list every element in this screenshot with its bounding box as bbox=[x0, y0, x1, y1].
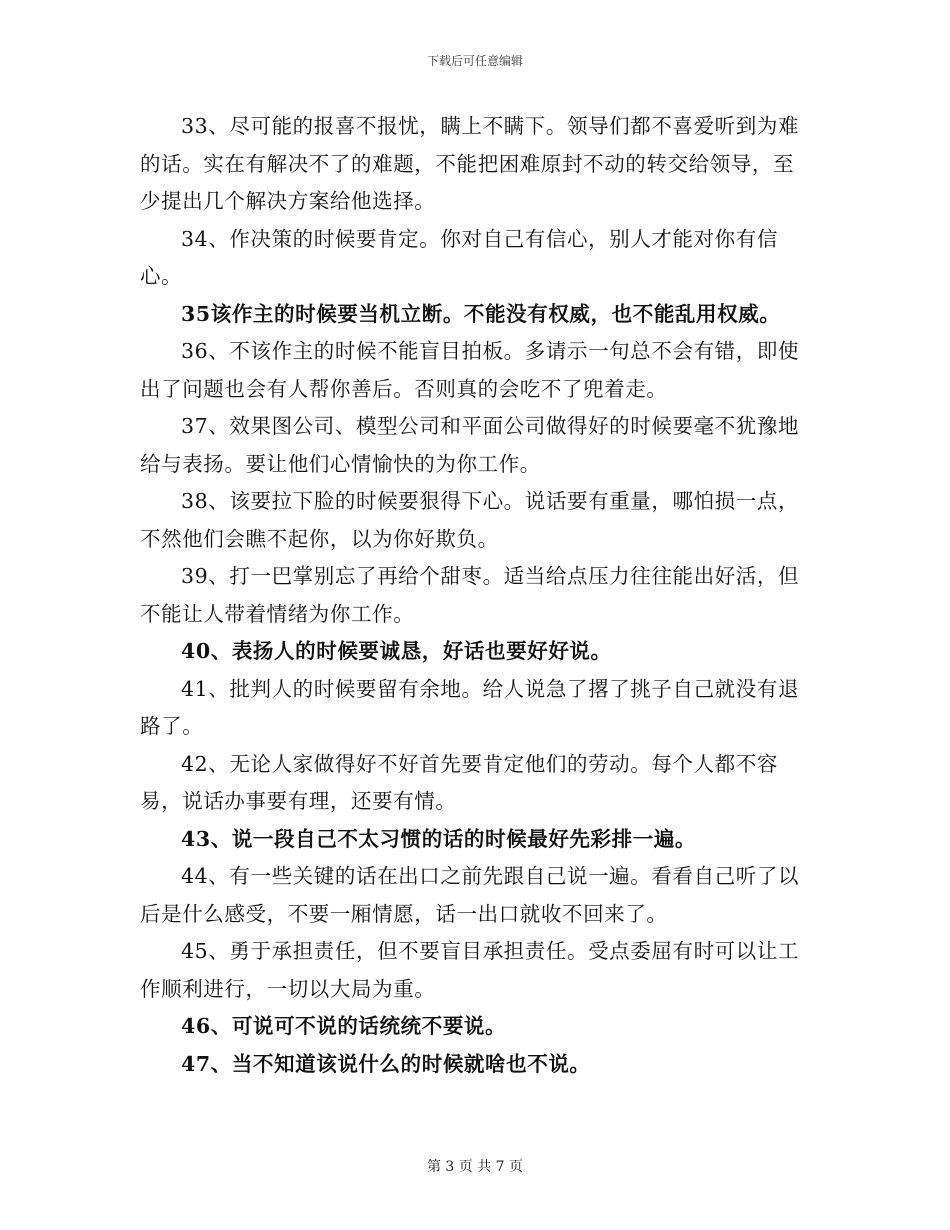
paragraph-47: 47、当不知道该说什么的时候就啥也不说。 bbox=[181, 1051, 591, 1076]
paragraph-45: 45、勇于承担责任，但不要盲目承担责任。受点委屈有时可以让工作顺利进行，一切以大局为重。 bbox=[140, 939, 800, 1001]
document-body bbox=[140, 108, 812, 1083]
paragraph-42: 42、无论人家做得好不好首先要肯定他们的劳动。每个人都不容易，说话办事要有理，还要有情。 bbox=[140, 751, 778, 813]
paragraph-46: 46、可说可不说的话统统不要说。 bbox=[181, 1014, 507, 1038]
paragraph-41: 41、批判人的时候要留有余地。给人说急了撂了挑子自己就没有退路了。 bbox=[140, 676, 800, 738]
page-header: 下载后可任意编辑 bbox=[426, 54, 523, 68]
paragraph-44: 44、有一些关键的话在出口之前先跟自己说一遍。看看自己听了以后是什么感受，不要一厢情愿，话一出口就收不回来了。 bbox=[140, 864, 800, 926]
paragraph-34: 34、作决策的时候要肯定。你对自己有信心，别人才能对你有信心。 bbox=[140, 226, 778, 288]
paragraph-33: 33、尽可能的报喜不报忧，瞒上不瞒下。领导们都不喜爱听到为难的话。实在有解决不了的难题，不能把困难原封不动的转交给领导，至少提出几个解决方案给他选择。 bbox=[140, 114, 800, 213]
page-number-footer: 第 3 页 共 7 页 bbox=[426, 1159, 524, 1175]
paragraph-35: 35该作主的时候要当机立断。不能没有权威，也不能乱用权威。 bbox=[181, 301, 781, 326]
paragraph-38: 38、该要拉下脸的时候要狠得下心。说话要有重量，哪怕损一点，不然他们会瞧不起你，以为你好欺负。 bbox=[140, 489, 800, 551]
paragraph-37: 37、效果图公司、模型公司和平面公司做得好的时候要毫不犹豫地给与表扬。要让他们心情愉快的为你工作。 bbox=[140, 414, 800, 476]
paragraph-39: 39、打一巴掌别忘了再给个甜枣。适当给点压力往往能出好活，但不能让人带着情绪为你工作。 bbox=[140, 564, 800, 626]
paragraph-40: 40、表扬人的时候要诚恳，好话也要好好说。 bbox=[181, 639, 612, 663]
paragraph-43: 43、说一段自己不太习惯的话的时候最好先彩排一遍。 bbox=[181, 826, 697, 851]
paragraph-36: 36、不该作主的时候不能盲目拍板。多请示一句总不会有错，即使出了问题也会有人帮你善后。否则真的会吃不了兜着走。 bbox=[140, 339, 800, 401]
